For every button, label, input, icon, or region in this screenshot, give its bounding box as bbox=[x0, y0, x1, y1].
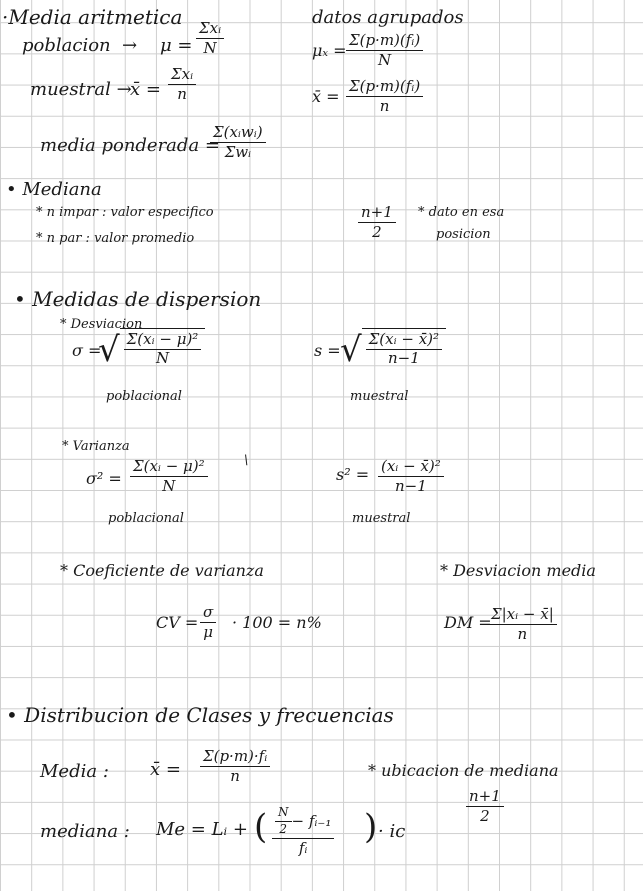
ubicacion-mediana: * ubicacion de mediana bbox=[368, 761, 559, 780]
sqrt-icon: √ bbox=[340, 330, 362, 370]
denominator: n−1 bbox=[387, 349, 420, 368]
poblacion-label: poblacion bbox=[22, 35, 111, 56]
sigma2-lhs: σ² = bbox=[86, 469, 122, 488]
poblacional-label-2: poblacional bbox=[108, 511, 184, 526]
denominator: N bbox=[203, 39, 217, 58]
numerator: Σxᵢ bbox=[168, 66, 196, 85]
denominator: μ bbox=[203, 623, 213, 642]
me-close-paren: ) bbox=[364, 807, 378, 847]
sigma-radicand bbox=[120, 328, 206, 372]
numerator: Σ(p·m)·fᵢ bbox=[200, 748, 270, 767]
xbar-agrupado-fraction bbox=[346, 78, 423, 116]
denominator: Σwᵢ bbox=[224, 143, 252, 162]
numerator: Σ(p·m)(fᵢ) bbox=[346, 32, 423, 51]
numerator: Σxᵢ bbox=[196, 20, 224, 39]
heading-media-aritmetica: ·Media aritmetica bbox=[2, 5, 183, 29]
denominator: n bbox=[379, 97, 390, 116]
desviacion-media-title: * Desviacion media bbox=[440, 561, 596, 580]
poblacion-lhs: μ = bbox=[160, 35, 193, 56]
sigma-lhs: σ = bbox=[72, 341, 102, 360]
mediana-label: mediana : bbox=[40, 821, 130, 842]
s2-lhs: s² = bbox=[336, 465, 370, 484]
cv-fraction bbox=[200, 604, 216, 642]
numerator bbox=[272, 806, 334, 839]
denominator: 2 bbox=[279, 821, 288, 836]
numerator: Σ|xᵢ − x̄| bbox=[488, 606, 557, 625]
s-radicand bbox=[362, 328, 446, 372]
me-num-term: − fᵢ₋₁ bbox=[291, 811, 332, 830]
sigma-sqrt bbox=[98, 328, 205, 372]
sqrt-icon: √ bbox=[98, 330, 120, 370]
numerator: Σ(xᵢ − μ)² bbox=[130, 458, 208, 477]
tick-mark: \ bbox=[244, 453, 249, 468]
muestral-lhs: x̄ = bbox=[130, 79, 161, 100]
n-half-fraction bbox=[275, 806, 292, 837]
desviacion-title: * Desviacion bbox=[60, 317, 143, 332]
mu-agrupado-fraction bbox=[346, 32, 423, 70]
mediana-posicion-fraction bbox=[358, 204, 396, 242]
denominator: 2 bbox=[480, 807, 490, 826]
denominator: N bbox=[155, 349, 170, 368]
mediana-n-par: * n par : valor promedio bbox=[36, 231, 195, 246]
media-label: Media : bbox=[40, 761, 109, 782]
heading-datos-agrupados: datos agrupados bbox=[312, 7, 464, 28]
media-lhs: x̄ = bbox=[150, 759, 181, 780]
muestral-label-1: muestral bbox=[350, 389, 409, 404]
me-open-paren: ( bbox=[254, 807, 268, 847]
numerator: n+1 bbox=[466, 788, 504, 807]
muestral-label-2: muestral bbox=[352, 511, 411, 526]
mediana-n-impar: * n impar : valor especifico bbox=[36, 205, 214, 220]
mediana-note-line2: posicion bbox=[436, 227, 491, 242]
dm-fraction bbox=[488, 606, 557, 644]
muestral-label: muestral → bbox=[30, 79, 132, 100]
numerator: n+1 bbox=[358, 204, 396, 223]
xbar-agrupado-lhs: x̄ = bbox=[312, 87, 340, 106]
denominator: 2 bbox=[372, 223, 382, 242]
sigma2-fraction bbox=[130, 458, 208, 496]
heading-distribucion: • Distribucion de Clases y frecuencias bbox=[6, 703, 394, 727]
media-ponderada-fraction bbox=[210, 124, 266, 162]
cv-lhs: CV = bbox=[156, 613, 199, 632]
denominator: n bbox=[517, 625, 528, 644]
coeficiente-title: * Coeficiente de varianza bbox=[60, 561, 264, 580]
me-rhs: · ic bbox=[378, 821, 406, 842]
me-lhs: Me = Lᵢ + bbox=[156, 819, 248, 840]
denominator: fᵢ bbox=[298, 838, 308, 857]
poblacion-arrow: → bbox=[122, 35, 138, 56]
muestral-fraction bbox=[168, 66, 196, 104]
heading-mediana: • Mediana bbox=[6, 179, 102, 200]
numerator: N bbox=[275, 806, 292, 822]
denominator: n−1 bbox=[394, 477, 427, 496]
denominator: n bbox=[230, 767, 240, 786]
denominator: N bbox=[162, 477, 176, 496]
numerator: Σ(xᵢ − x̄)² bbox=[366, 331, 442, 350]
mu-agrupado-lhs: μₓ = bbox=[312, 41, 347, 60]
cv-rhs: · 100 = n% bbox=[232, 613, 322, 632]
varianza-title: * Varianza bbox=[62, 439, 130, 454]
s-lhs: s = bbox=[314, 341, 341, 360]
mediana-note-line1: * dato en esa bbox=[418, 205, 505, 220]
numerator: Σ(xᵢ − μ)² bbox=[124, 331, 202, 350]
numerator: (xᵢ − x̄)² bbox=[378, 458, 444, 477]
heading-medidas-dispersion: • Medidas de dispersion bbox=[14, 287, 262, 311]
s2-fraction bbox=[378, 458, 444, 496]
denominator: N bbox=[378, 51, 392, 70]
me-fraction bbox=[272, 806, 334, 857]
poblacion-fraction bbox=[196, 20, 224, 58]
s-sqrt bbox=[340, 328, 446, 372]
media-ponderada-label: media ponderada = bbox=[40, 135, 220, 156]
poblacional-label-1: poblacional bbox=[106, 389, 182, 404]
ubicacion-fraction bbox=[466, 788, 504, 826]
numerator: Σ(xᵢwᵢ) bbox=[210, 124, 266, 143]
dm-lhs: DM = bbox=[444, 613, 492, 632]
numerator: Σ(p·m)(fᵢ) bbox=[346, 78, 423, 97]
numerator: σ bbox=[200, 604, 216, 623]
denominator: n bbox=[177, 85, 187, 104]
media-fraction bbox=[200, 748, 270, 786]
